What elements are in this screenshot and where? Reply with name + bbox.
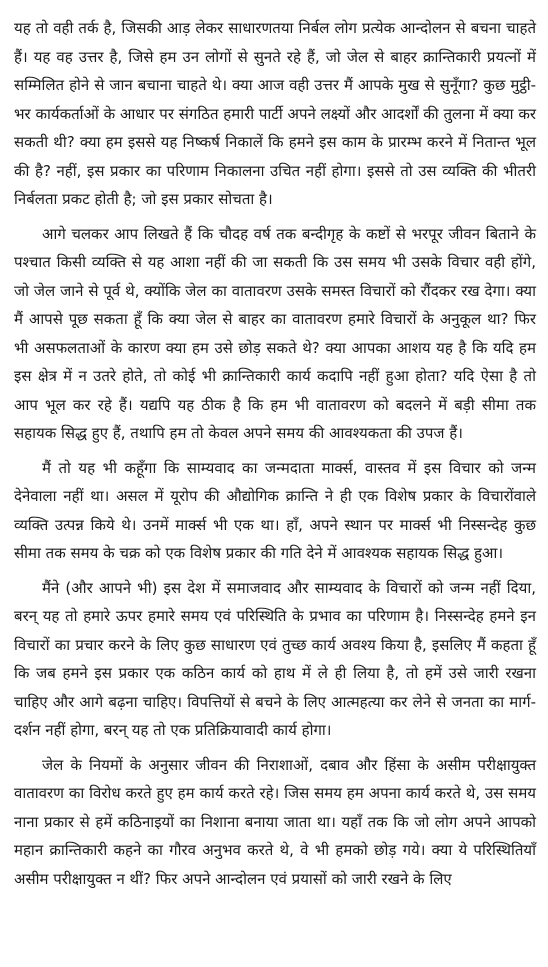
paragraph-weakness-argument: यह तो वही तर्क है, जिसकी आड़ लेकर साधारणतया निर्बल लोग प्रत्येक आन्दोलन से बचना चाहते हैं। यह वह उत्तर है, जिसे हम उन लोगों से सुनते रहे हैं, जो जेल से बाहर क्रान्तिकारी प्रयत्नों में सम्मिलित होने से जान बचाना चाहते थे। क्या आज वही उत्तर मैं आपके मुख से सुनूँगा? कुछ मुट्ठी-भर कार्यकर्ताओं के आधार पर संगठित हमारी पार्टी अपने लक्ष्यों और आदर्शों की तुलना में क्या कर सकती थी? क्या हम इससे यह निष्कर्ष निकालें कि हमने इस काम के प्रारम्भ करने में नितान्त भूल की है? नहीं, इस प्रकार का परिणाम निकालना उचित नहीं होगा। इससे तो उस व्यक्ति की भीतरी निर्बलता प्रकट होती है; जो इस प्रकार सोचता है। — [14, 19, 536, 208]
paragraph-marx-communism: मैं तो यह भी कहूँगा कि साम्यवाद का जन्मदाता मार्क्स, वास्तव में इस विचार को जन्म देनेवाला नहीं था। असल में यूरोप की औद्योगिक क्रान्ति ने ही एक विशेष प्रकार के विचारोंवाले व्यक्ति उत्पन्न किये थे। उनमें मार्क्स भी एक था। हाँ, अपने स्थान पर मार्क्स भी निस्सन्देह कुछ सीमा तक समय के चक्र को एक विशेष प्रकार की गति देने में आवश्यक सहायक सिद्ध हुआ। — [14, 458, 536, 562]
paragraph-jail-rules: जेल के नियमों के अनुसार जीवन की निराशाओं, दबाव और हिंसा के असीम परीक्षायुक्त वातावरण का विरोध करते हुए हम कार्य करते रहे। जिस समय हम अपना कार्य करते थे, उस समय नाना प्रकार से हमें कठिनाइयों का निशाना बनाया जाता था। यहाँ तक कि जो लोग अपने आपको महान क्रान्तिकारी कहने का गौरव अनुभव करते थे, वे भी हमको छोड़ गये। क्या ये परिस्थितियाँ असीम परीक्षायुक्त न थीं? फिर अपने आन्दोलन एवं प्रयासों को जारी रखने के लिए — [14, 755, 536, 888]
paragraph-socialism-in-country: मैंने (और आपने भी) इस देश में समाजवाद और साम्यवाद के विचारों को जन्म नहीं दिया, बरन् यह तो हमारे ऊपर हमारे समय एवं परिस्थिति के प्रभाव का परिणाम है। निस्सन्देह हमने इन विचारों का प्रचार करने के लिए कुछ साधारण एवं तुच्छ कार्य अवश्य किया है, इसलिए मैं कहता हूँ कि जब हमने इस प्रकार एक कठिन कार्य को हाथ में ले ही लिया है, तो हमें उसे जारी रखना चाहिए और आगे बढ़ना चाहिए। विपत्तियों से बचने के लिए आत्महत्या कर लेने से जनता का मार्ग-दर्शन नहीं होगा, बरन् यह तो एक प्रतिक्रियावादी कार्य होगा। — [14, 578, 536, 739]
paragraph-prison-environment: आगे चलकर आप लिखते हैं कि चौदह वर्ष तक बन्दीगृह के कष्टों से भरपूर जीवन बिताने के पश्चात किसी व्यक्ति से यह आशा नहीं की जा सकती कि उस समय भी उसके विचार वही होंगे, जो जेल जाने से पूर्व थे, क्योंकि जेल का वातावरण उसके समस्त विचारों को रौंदकर रख देगा। क्या मैं आपसे पूछ सकता हूँ कि क्या जेल से बाहर का वातावरण हमारे विचारों के अनुकूल था? फिर भी असफलताओं के कारण क्या हम उसे छोड़ सकते थे? क्या आपका आशय यह है कि यदि हम इस क्षेत्र में न उतरे होते, तो कोई भी क्रान्तिकारी कार्य कदापि नहीं हुआ होता? यदि ऐसा है तो आप भूल कर रहे हैं। यद्यपि यह ठीक है कि हम भी वातावरण को बदलने में बड़ी सीमा तक सहायक सिद्ध हुए हैं, तथापि हम तो केवल अपने समय की आवश्यकता की उपज हैं। — [14, 224, 536, 442]
